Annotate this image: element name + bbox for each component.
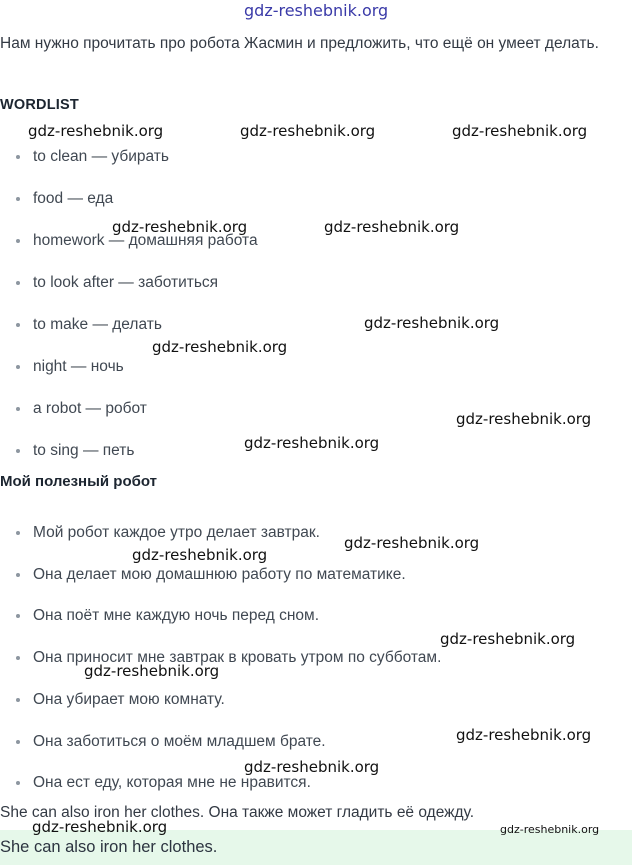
wordlist-item-text: homework — домашняя работа <box>33 232 258 249</box>
list-item <box>0 272 218 294</box>
bullet-icon <box>16 614 20 618</box>
wordlist-item-text: food — еда <box>33 190 114 207</box>
list-item <box>0 689 225 711</box>
watermark: gdz-reshebnik.org <box>452 122 588 140</box>
watermark: gdz-reshebnik.org <box>500 823 600 836</box>
list-item <box>0 605 319 627</box>
bullet-icon <box>16 365 20 369</box>
closing-sentence: She can also iron her clothes. Она также может гладить её одежду. <box>0 804 475 821</box>
list-item <box>0 564 406 586</box>
bullet-icon <box>16 781 20 785</box>
robot-heading: Мой полезный робот <box>0 473 158 490</box>
list-item <box>0 314 162 336</box>
watermark: gdz-reshebnik.org <box>456 410 592 428</box>
list-item <box>0 398 147 420</box>
bullet-icon <box>16 573 20 577</box>
watermark: gdz-reshebnik.org <box>32 818 168 836</box>
wordlist-heading: WORDLIST <box>0 97 79 113</box>
answer-text: She can also iron her clothes. <box>0 838 218 856</box>
bullet-icon <box>16 281 20 285</box>
wordlist-item-text: to clean — убирать <box>33 148 169 165</box>
watermark: gdz-reshebnik.org <box>28 122 164 140</box>
wordlist-item-text: to make — делать <box>33 316 162 333</box>
robot-item-text: Она поёт мне каждую ночь перед сном. <box>33 607 320 624</box>
bullet-icon <box>16 698 20 702</box>
bullet-icon <box>16 197 20 201</box>
watermark: gdz-reshebnik.org <box>344 534 480 552</box>
list-item <box>0 356 124 378</box>
bullet-icon <box>16 407 20 411</box>
list-item <box>0 188 113 210</box>
list-item <box>0 731 326 753</box>
bullet-icon <box>16 531 20 535</box>
intro-text: Нам нужно прочитать про робота Жасмин и предложить, что ещё он умеет делать. <box>0 35 599 52</box>
watermark: gdz-reshebnik.org <box>240 122 376 140</box>
watermark: gdz-reshebnik.org <box>440 630 576 648</box>
watermark: gdz-reshebnik.org <box>152 338 288 356</box>
robot-item-text: Она убирает мою комнату. <box>33 691 225 708</box>
watermark: gdz-reshebnik.org <box>364 314 500 332</box>
watermark: gdz-reshebnik.org <box>244 758 380 776</box>
watermark: gdz-reshebnik.org <box>244 434 380 452</box>
robot-item-text: Она делает мою домашнюю работу по математике. <box>33 566 406 583</box>
watermark: gdz-reshebnik.org <box>456 726 592 744</box>
wordlist-item-text: to sing — петь <box>33 442 135 459</box>
wordlist-item-text: night — ночь <box>33 358 124 375</box>
list-item <box>0 647 441 669</box>
robot-item-text: Она ест еду, которая мне не нравится. <box>33 774 311 791</box>
watermark: gdz-reshebnik.org <box>84 662 220 680</box>
bullet-icon <box>16 740 20 744</box>
list-item <box>0 146 169 168</box>
wordlist-item-text: to look after — заботиться <box>33 274 219 291</box>
watermark: gdz-reshebnik.org <box>132 546 268 564</box>
watermark: gdz-reshebnik.org <box>244 1 389 20</box>
watermark: gdz-reshebnik.org <box>112 218 248 236</box>
robot-item-text: Она приносит мне завтрак в кровать утром по субботам. <box>33 649 442 666</box>
bullet-icon <box>16 155 20 159</box>
bullet-icon <box>16 449 20 453</box>
wordlist-item-text: a robot — робот <box>33 400 147 417</box>
bullet-icon <box>16 656 20 660</box>
bullet-icon <box>16 239 20 243</box>
bullet-icon <box>16 323 20 327</box>
robot-item-text: Она заботиться о моём младшем брате. <box>33 733 326 750</box>
list-item <box>0 522 320 544</box>
watermark: gdz-reshebnik.org <box>324 218 460 236</box>
list-item <box>0 440 134 462</box>
robot-item-text: Мой робот каждое утро делает завтрак. <box>33 524 320 541</box>
